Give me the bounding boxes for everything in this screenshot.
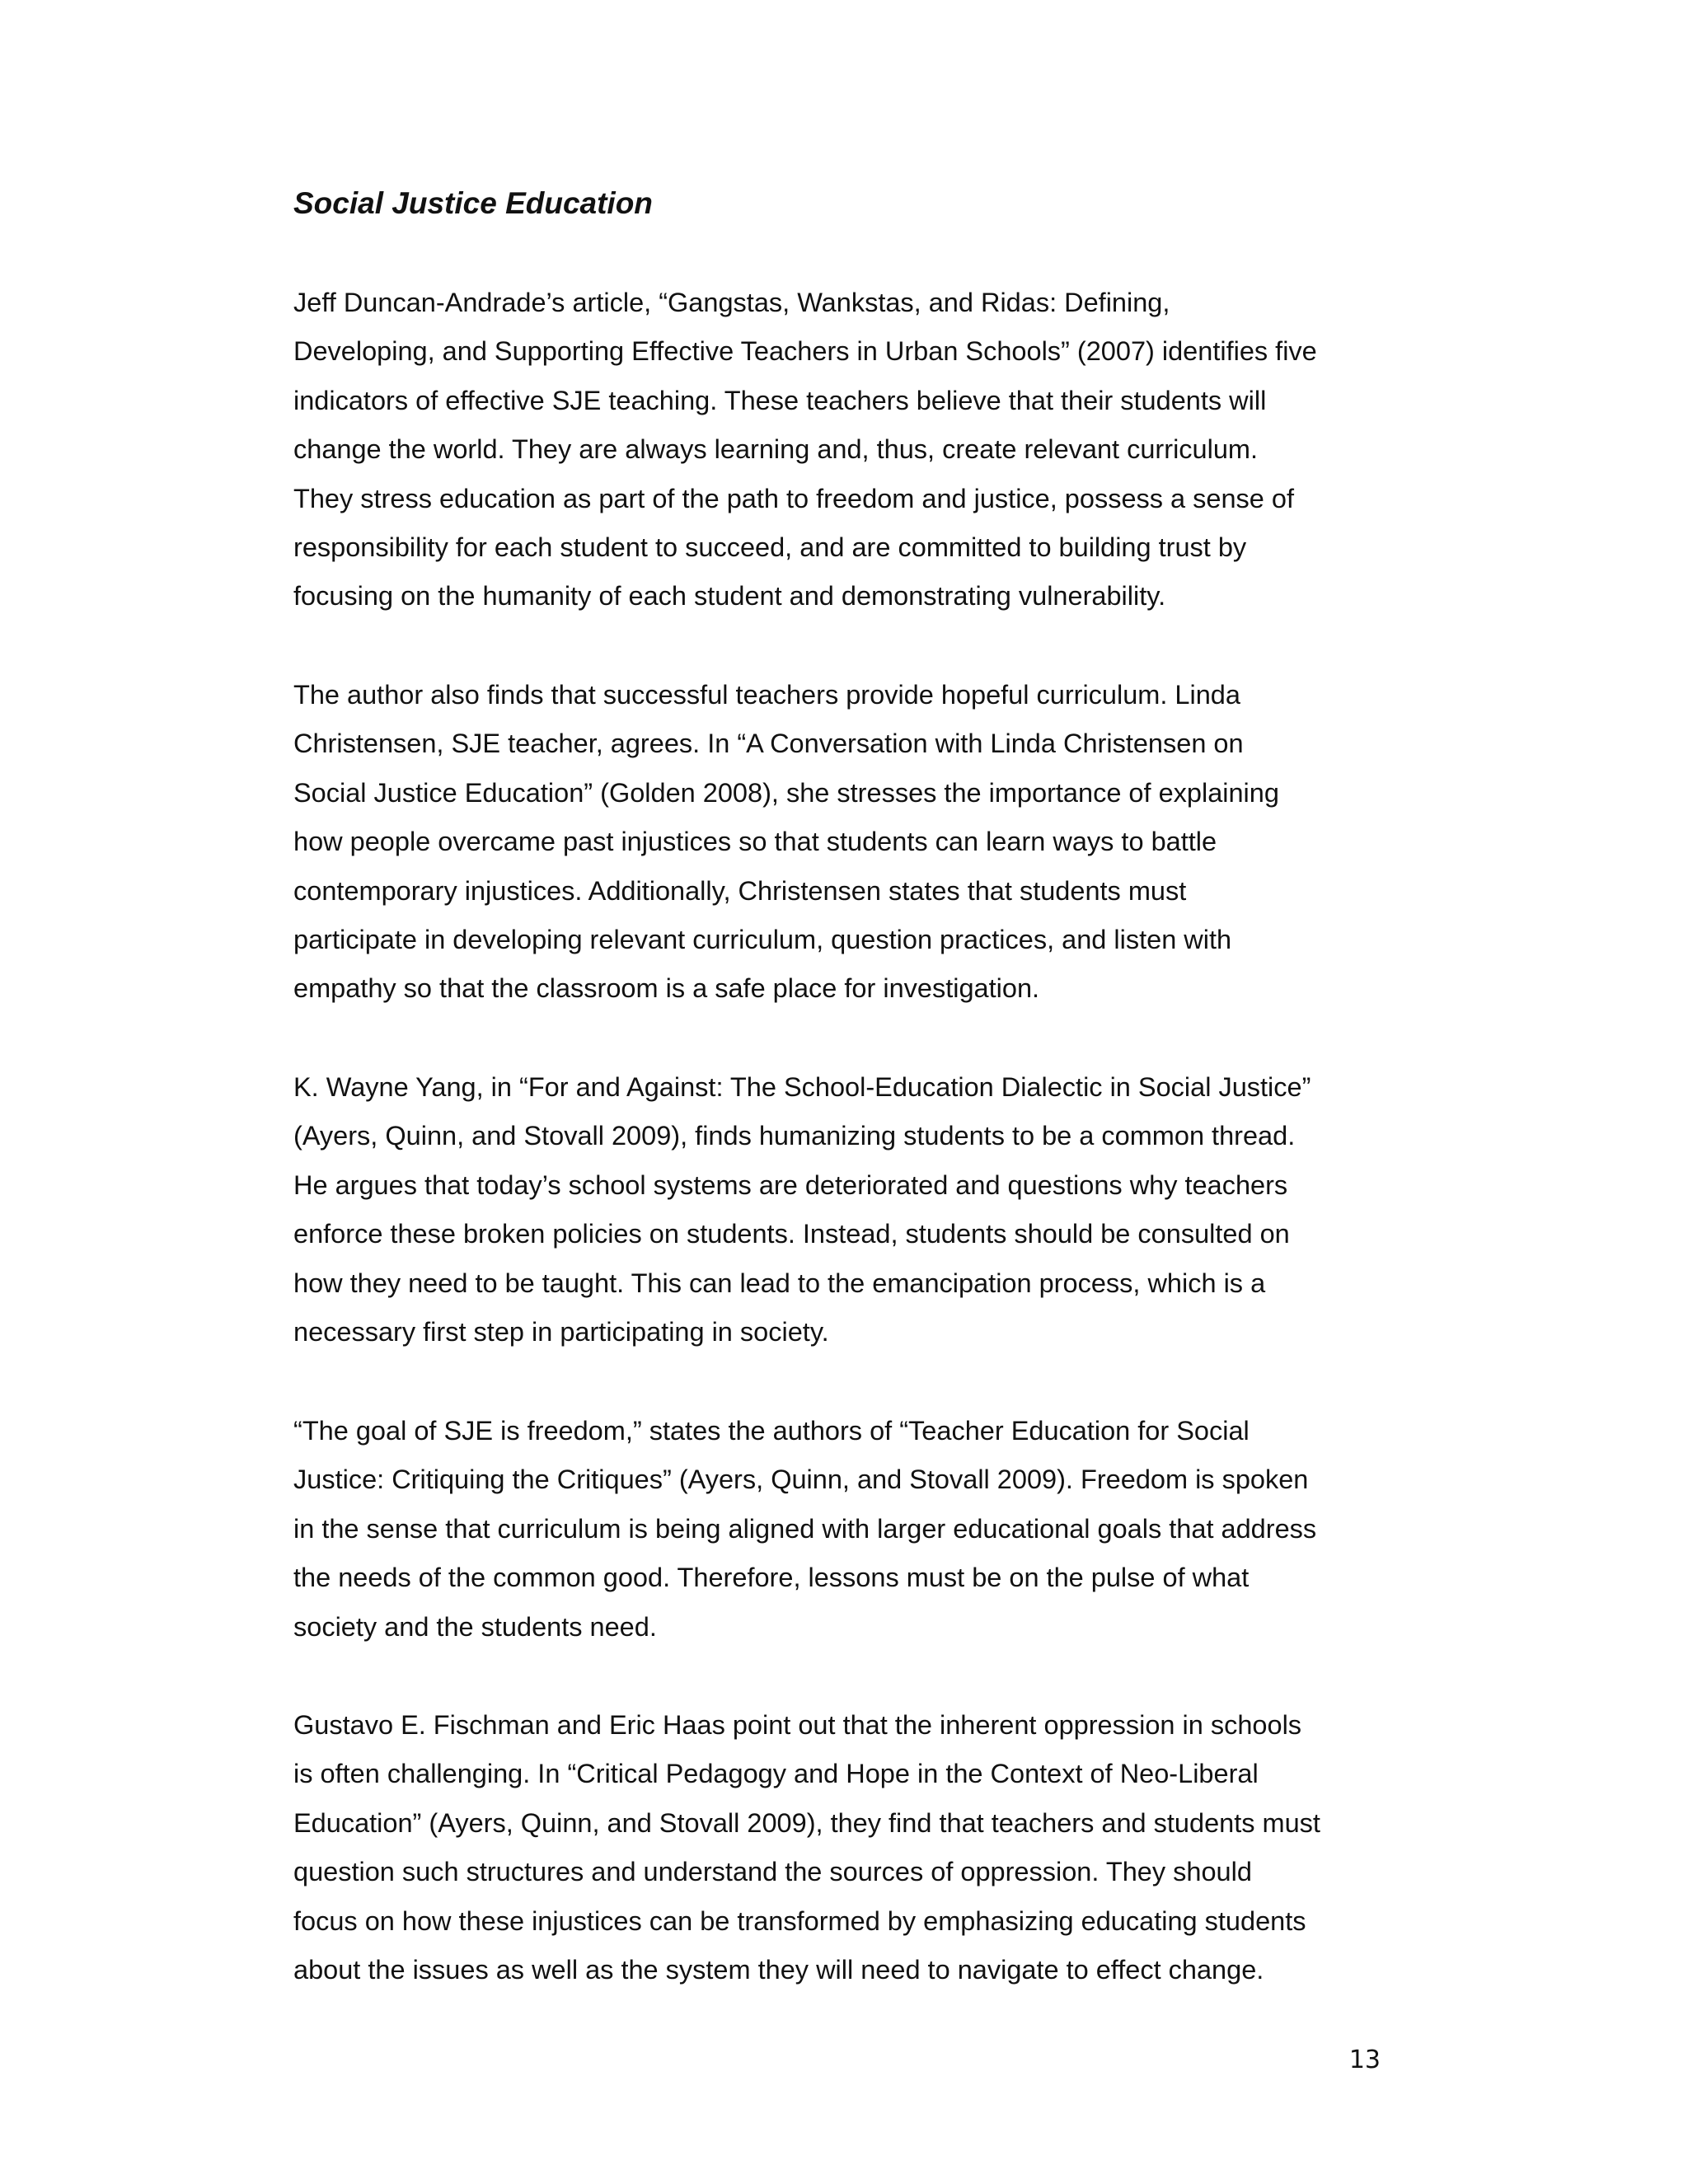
text-line: is often challenging. In “Critical Pedagogy and Hope in the Context of Neo-Liberal: [293, 1759, 1259, 1789]
text-line: “The goal of SJE is freedom,” states the authors of “Teacher Education for Social: [293, 1416, 1250, 1446]
text-line: He argues that today’s school systems are deteriorated and questions why teachers: [293, 1169, 1288, 1200]
section-heading: Social Justice Education: [293, 186, 653, 220]
text-line: Education” (Ayers, Quinn, and Stovall 2009), they find that teachers and students must: [293, 1807, 1320, 1838]
paragraph-yang: [293, 1063, 1390, 1357]
text-line: how people overcame past injustices so that students can learn ways to battle: [293, 827, 1217, 857]
text-line: in the sense that curriculum is being aligned with larger educational goals that address: [293, 1513, 1317, 1544]
text-line: focus on how these injustices can be transformed by emphasizing educating students: [293, 1905, 1306, 1936]
page-number: 13: [1348, 2046, 1381, 2074]
text-line: responsibility for each student to succeed, and are committed to building trust by: [293, 532, 1247, 563]
text-line: K. Wayne Yang, in “For and Against: The School-Education Dialectic in Social Justice”: [293, 1072, 1311, 1102]
text-line: Gustavo E. Fischman and Eric Haas point out that the inherent oppression in schools: [293, 1710, 1302, 1740]
text-line: Social Justice Education” (Golden 2008), she stresses the importance of explaining: [293, 777, 1279, 808]
text-line: enforce these broken policies on students. Instead, students should be consulted on: [293, 1219, 1290, 1249]
text-line: focusing on the humanity of each student and demonstrating vulnerability.: [293, 581, 1166, 612]
text-line: about the issues as well as the system they will need to navigate to effect change.: [293, 1955, 1264, 1985]
text-line: They stress education as part of the path to freedom and justice, possess a sense of: [293, 483, 1295, 513]
text-line: necessary first step in participating in society.: [293, 1317, 829, 1347]
text-line: how they need to be taught. This can lead to the emancipation process, which is a: [293, 1268, 1266, 1298]
text-line: Christensen, SJE teacher, agrees. In “A Conversation with Linda Christensen on: [293, 729, 1244, 759]
paragraph-fischman-haas: [293, 1701, 1390, 1994]
text-line: question such structures and understand the sources of oppression. They should: [293, 1857, 1252, 1887]
text-line: Jeff Duncan-Andrade’s article, “Gangstas, Wankstas, and Ridas: Defining,: [293, 288, 1170, 317]
text-line: change the world. They are always learning and, thus, create relevant curriculum.: [293, 434, 1259, 465]
text-line: The author also finds that successful teachers provide hopeful curriculum. Linda: [293, 680, 1240, 710]
paragraph-christensen: [293, 671, 1390, 1014]
text-line: Developing, and Supporting Effective Teachers in Urban Schools” (2007) identifies five: [293, 336, 1317, 367]
text-line: the needs of the common good. Therefore, lessons must be on the pulse of what: [293, 1563, 1250, 1593]
paragraph-goal-of-sje: [293, 1407, 1390, 1652]
text-line: (Ayers, Quinn, and Stovall 2009), finds humanizing students to be a common thread.: [293, 1121, 1296, 1151]
text-line: contemporary injustices. Additionally, Christensen states that students must: [293, 875, 1187, 906]
text-line: empathy so that the classroom is a safe place for investigation.: [293, 973, 1040, 1004]
text-line: participate in developing relevant curriculum, question practices, and listen with: [293, 925, 1232, 955]
text-line: indicators of effective SJE teaching. These teachers believe that their students will: [293, 385, 1267, 415]
paragraph-duncan-andrade: [293, 279, 1390, 621]
text-line: society and the students need.: [293, 1611, 657, 1642]
text-line: Justice: Critiquing the Critiques” (Ayers, Quinn, and Stovall 2009). Freedom is spoken: [293, 1465, 1309, 1495]
